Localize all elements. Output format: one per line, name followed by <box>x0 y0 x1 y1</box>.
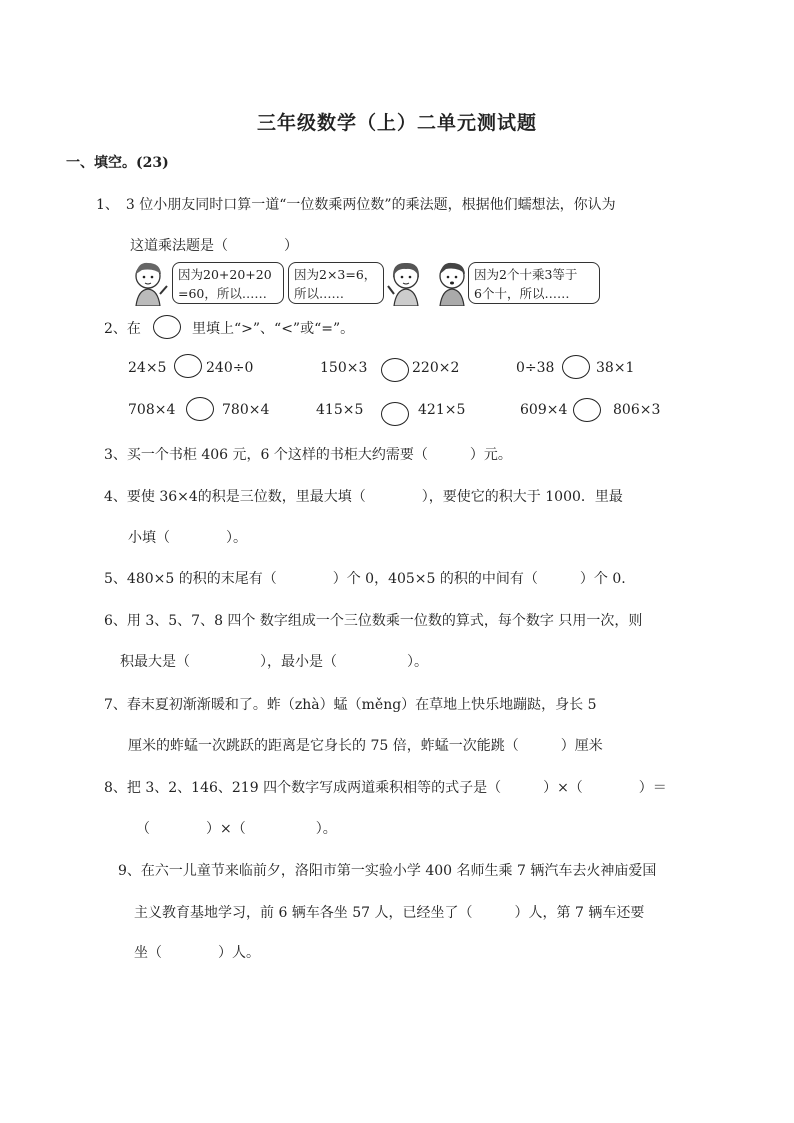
q3-text: 3、买一个书柜 406 元，6 个这样的书柜大约需要（ ）元。 <box>104 447 512 463</box>
q4-line1: 4、要使 36×4的积是三位数，里最大填（ ），要使它的积大于 1000．里最 <box>104 489 623 505</box>
q9-line2: 主义教育基地学习，前 6 辆车各坐 57 人，已经坐了（ ）人，第 7 辆车还要 <box>134 905 645 921</box>
bubble-text: 所以…… <box>294 286 345 301</box>
bubble-text: 因为2×3=6， <box>294 267 377 282</box>
speech-bubble-1 <box>172 262 284 304</box>
section-heading: 一、填空。(23) <box>66 155 169 171</box>
expr: 24×5 <box>128 360 167 376</box>
expr: 150×3 <box>320 360 368 376</box>
expr: 38×1 <box>596 360 635 376</box>
compare-circle[interactable] <box>174 354 202 378</box>
expr: 609×4 <box>520 402 568 418</box>
expr: 806×3 <box>613 402 661 418</box>
bubble-text: 因为2个十乘3等于 <box>474 267 578 282</box>
expr: 708×4 <box>128 402 176 418</box>
q2-head-b: 里填上“>”、“<”或“=”。 <box>192 321 355 337</box>
compare-circle[interactable] <box>186 397 214 421</box>
q2-head-a: 2、在 <box>104 321 141 337</box>
compare-circle[interactable] <box>562 355 590 379</box>
q6-line2: 积最大是（ ），最小是（ ）。 <box>120 654 428 670</box>
q5-text: 5、480×5 的积的末尾有（ ）个 0，405×5 的积的中间有（ ）个 0. <box>104 571 626 587</box>
girl-figure-icon <box>386 260 426 306</box>
q7-line1: 7、春末夏初渐渐暖和了。蚱（zhà）蜢（měng）在草地上快乐地蹦跶，身长 5 <box>104 697 597 713</box>
q1-line2: 这道乘法题是（ ） <box>130 238 298 254</box>
q6-line1: 6、用 3、5、7、8 四个 数字组成一个三位数乘一位数的算式，每个数字 只用一次，则 <box>104 613 643 629</box>
q8-line2: （ ）×（ ）。 <box>136 821 337 837</box>
bubble-text: 因为20+20+20 <box>178 267 272 282</box>
compare-circle[interactable] <box>573 398 601 422</box>
compare-circle[interactable] <box>381 358 409 382</box>
page-title: 三年级数学（上）二单元测试题 <box>256 112 537 134</box>
q7-line2: 厘米的蚱蜢一次跳跃的距离是它身长的 75 倍，蚱蜢一次能跳（ ）厘米 <box>128 738 603 754</box>
compare-circle[interactable] <box>381 402 409 426</box>
expr: 240÷0 <box>206 360 254 376</box>
bubble-text: =60，所以…… <box>178 286 267 301</box>
expr: 421×5 <box>418 402 466 418</box>
q8-line1: 8、把 3、2、146、219 四个数字写成两道乘积相等的式子是（ ）×（ ）＝ <box>104 780 667 796</box>
expr: 415×5 <box>316 402 364 418</box>
boy-figure-icon <box>130 260 170 306</box>
expr: 780×4 <box>222 402 270 418</box>
bubble-text: 6个十，所以…… <box>474 286 570 301</box>
compare-circle[interactable] <box>153 315 181 339</box>
q4-line2: 小填（ ）。 <box>128 530 247 546</box>
expr: 220×2 <box>412 360 460 376</box>
boy-figure-icon <box>432 260 472 306</box>
q9-line1: 9、在六一儿童节来临前夕，洛阳市第一实验小学 400 名师生乘 7 辆汽车去火神庙爱国 <box>118 863 657 879</box>
q9-line3: 坐（ ）人。 <box>134 945 260 961</box>
expr: 0÷38 <box>516 360 555 376</box>
speech-bubble-3 <box>468 262 600 304</box>
q1-line1: 1、 3 位小朋友同时口算一道“一位数乘两位数”的乘法题，根据他们蠕想法，你认为 <box>96 197 616 213</box>
speech-bubble-2 <box>288 262 384 304</box>
